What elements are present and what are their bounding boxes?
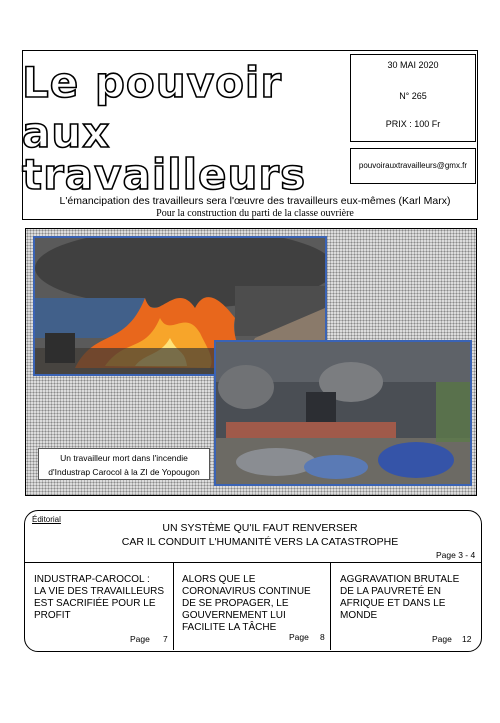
article-title-3[interactable]: AGGRAVATION BRUTALE DE LA PAUVRETÉ EN AFRIQUE ET DANS LE MONDE — [340, 574, 460, 621]
editorial-label: Éditorial — [32, 515, 61, 524]
newspaper-title-line-3: travailleurs — [22, 150, 307, 199]
caption-line-2: d'Industrap Carocol à la ZI de Yopougon — [48, 467, 200, 477]
photo-caption — [38, 448, 210, 480]
tagline: Pour la construction du parti de la classe ouvrière — [156, 208, 354, 219]
contact-email[interactable]: pouvoirauxtravailleurs@gmx.fr — [358, 161, 468, 170]
issue-number: N° 265 — [399, 91, 427, 101]
article-title-1[interactable]: INDUSTRAP-CAROCOL : LA VIE DES TRAVAILLEURS EST SACRIFIÉE POUR LE PROFIT — [34, 574, 165, 621]
editorial-headline-line-1[interactable]: UN SYSTÈME QU'IL FAUT RENVERSER — [162, 522, 358, 534]
editorial-page-ref: Page 3 - 4 — [436, 550, 476, 560]
article-page-number-3: 12 — [462, 634, 472, 644]
burned-machinery-photo — [214, 340, 472, 486]
article-page-label-3: Page — [432, 634, 452, 644]
contents-divider — [25, 562, 481, 563]
article-page-number-1: 7 — [163, 634, 168, 644]
article-page-label-2: Page — [289, 632, 309, 642]
machinery-illustration — [216, 342, 470, 484]
caption-line-1: Un travailleur mort dans l'incendie — [60, 453, 188, 463]
article-page-number-2: 8 — [320, 632, 325, 642]
newspaper-title-line-1: Le pouvoir — [22, 58, 283, 107]
motto: L'émancipation des travailleurs sera l'œuvre des travailleurs eux-mêmes (Karl Marx) — [59, 195, 451, 207]
column-divider-2 — [330, 562, 331, 650]
article-title-2[interactable]: ALORS QUE LE CORONAVIRUS CONTINUE DE SE PROPAGER, LE GOUVERNEMENT LUI FACILITE LA TÂCHE — [182, 574, 311, 633]
email-box — [350, 148, 476, 184]
issue-date: 30 MAI 2020 — [387, 60, 439, 70]
editorial-headline-line-2[interactable]: CAR IL CONDUIT L'HUMANITÉ VERS LA CATASTROPHE — [121, 536, 399, 548]
issue-price: PRIX : 100 Fr — [385, 119, 441, 129]
newspaper-title-line-2: aux — [22, 108, 111, 157]
issue-info-box — [350, 54, 476, 142]
column-divider-1 — [173, 562, 174, 650]
article-page-label-1: Page — [130, 634, 150, 644]
